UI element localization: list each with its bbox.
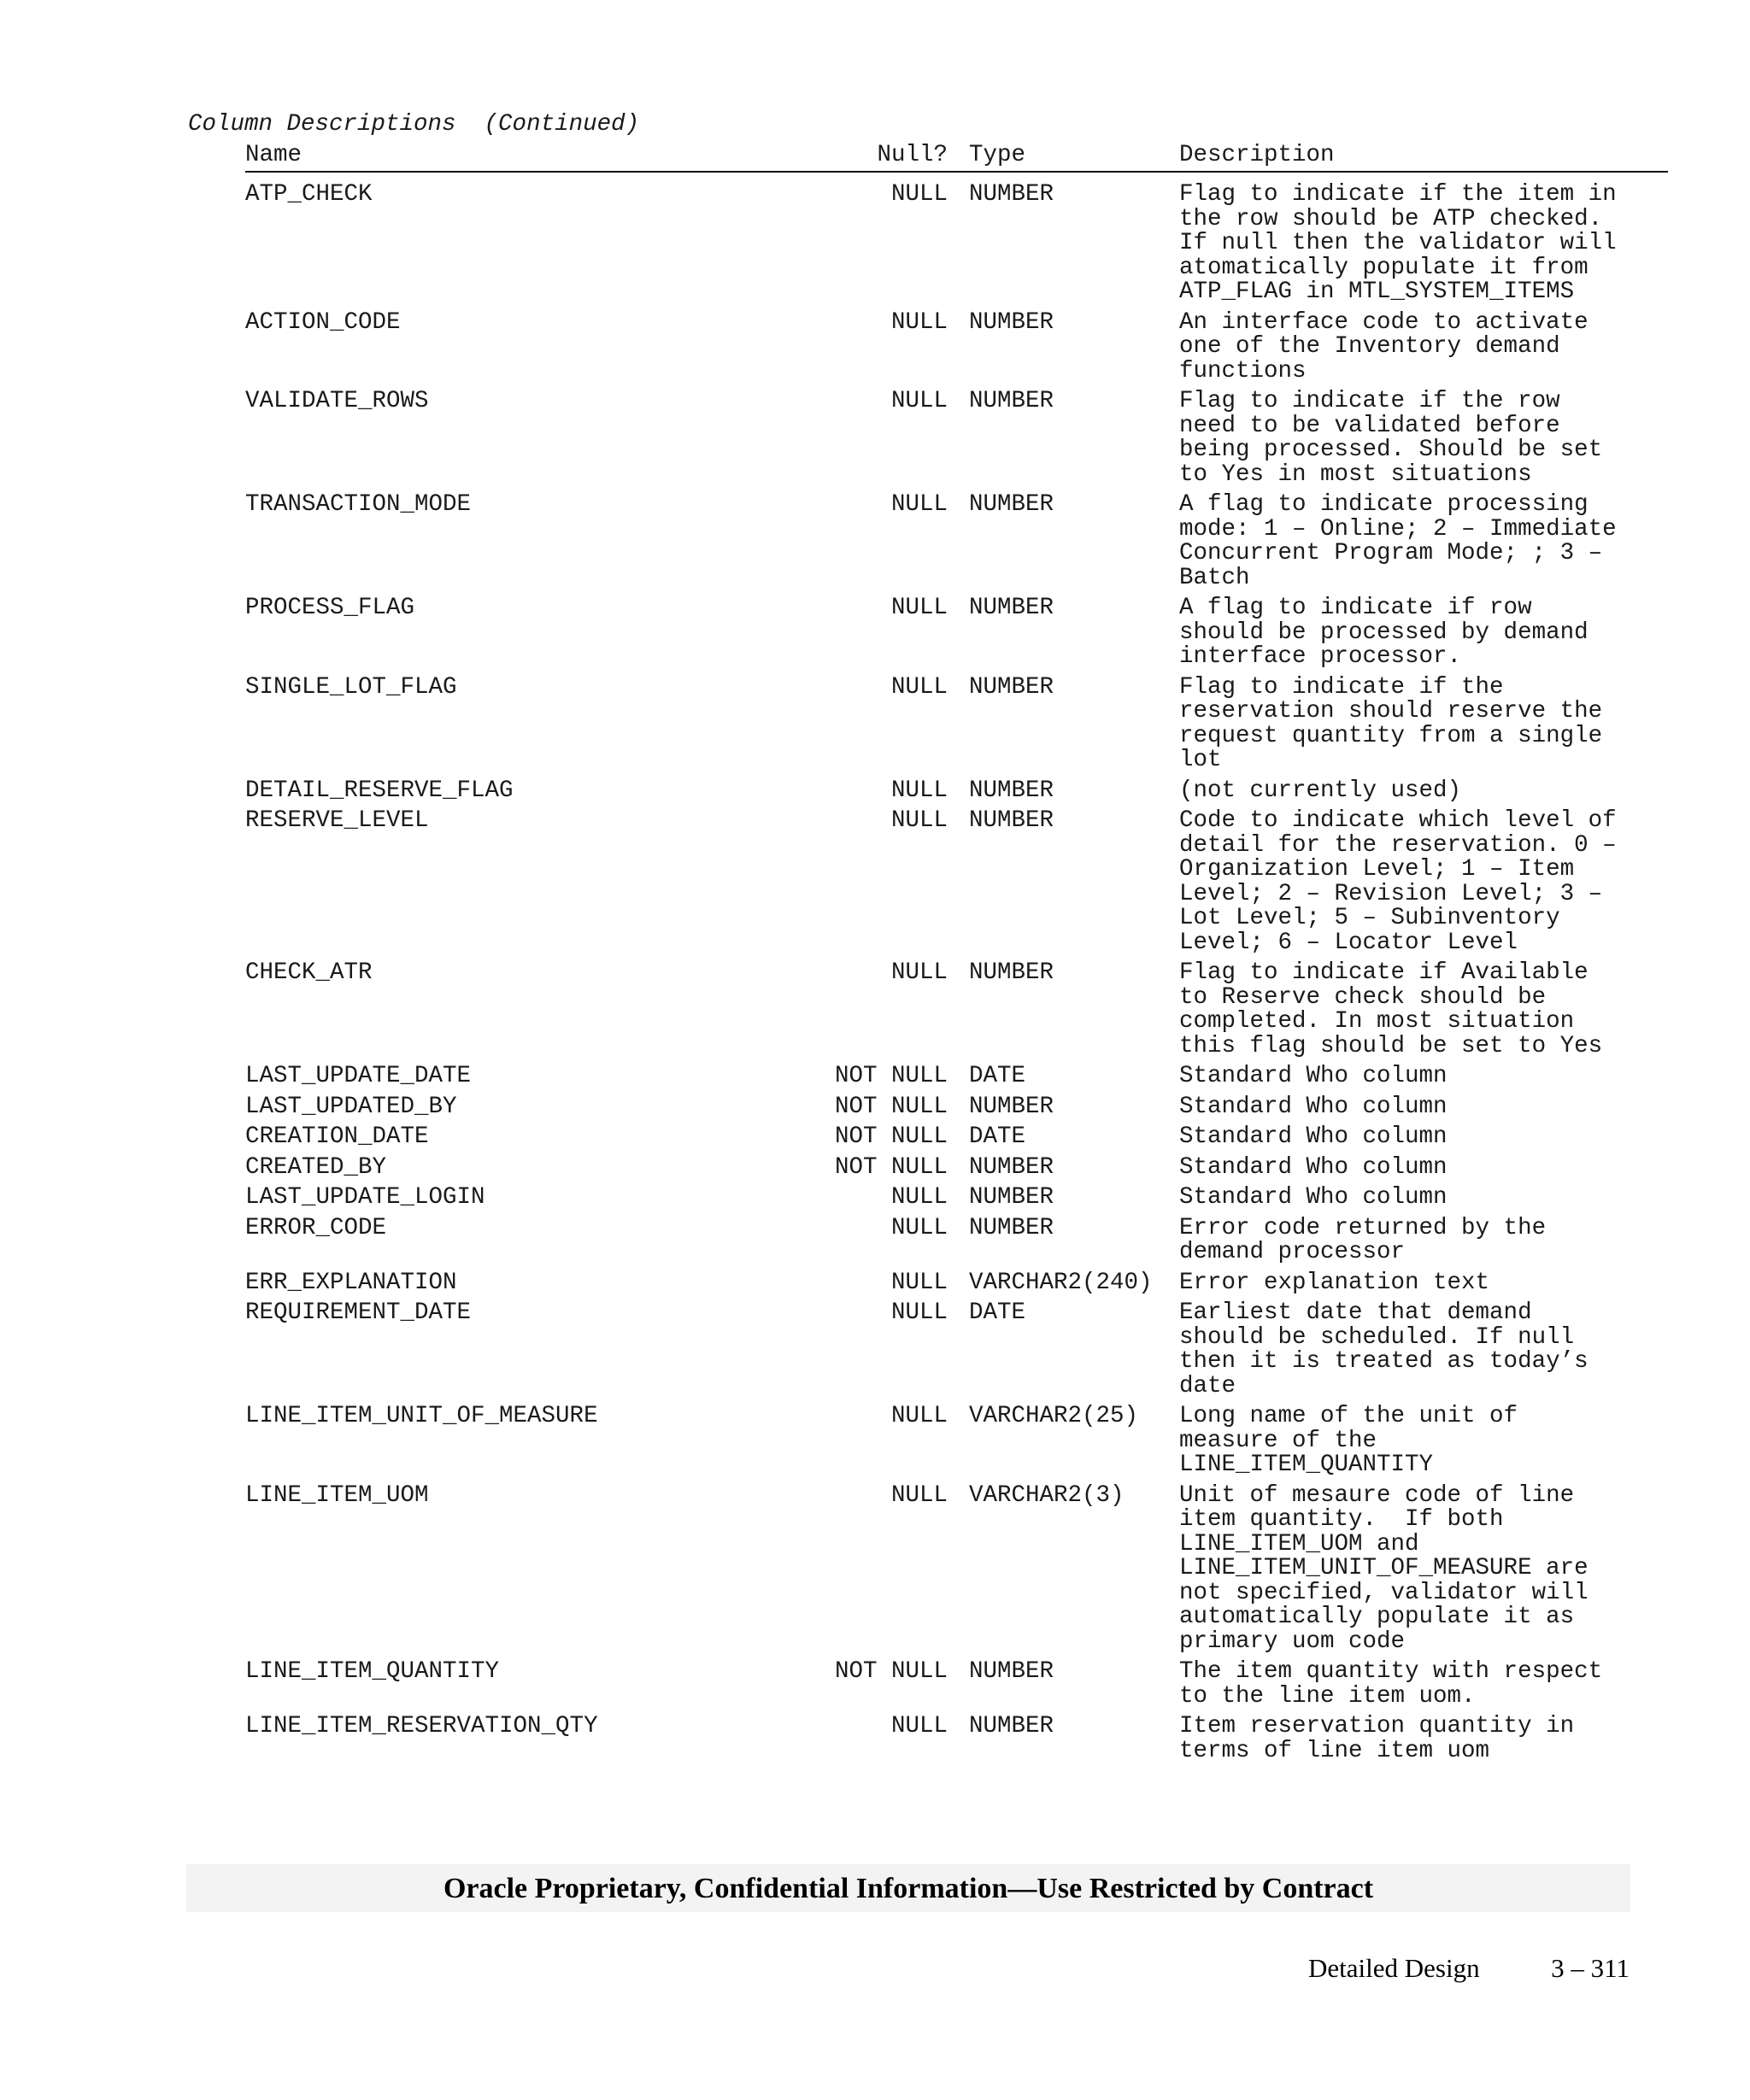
data-type: DATE [969, 1299, 1026, 1326]
header-type: Type [969, 142, 1026, 168]
column-name: VALIDATE_ROWS [245, 388, 429, 414]
confidential-notice: Oracle Proprietary, Confidential Information––Use Restricted by Contract [443, 1873, 1374, 1904]
data-type: NUMBER [969, 388, 1054, 414]
null-constraint: NULL [890, 1214, 948, 1241]
null-constraint: NULL [890, 1713, 948, 1739]
column-name: TRANSACTION_MODE [245, 491, 472, 518]
column-description: Standard Who column [1179, 1123, 1448, 1150]
table-row [0, 779, 1750, 804]
column-name: CREATION_DATE [245, 1123, 429, 1150]
table-row [0, 1095, 1750, 1120]
table-row [0, 1271, 1750, 1296]
header-description: Description [1179, 142, 1335, 168]
column-description: Flag to indicate if the item in the row should be ATP checked. If null then the validator will atomatically populate it from ATP_FLAG in MTL_SYSTEM_ITEMS [1179, 181, 1617, 305]
null-constraint: NULL [890, 807, 948, 834]
column-description: Flag to indicate if Available to Reserve check should be completed. In most situation this flag should be set to Yes [1179, 959, 1603, 1059]
table-row [0, 390, 1750, 487]
table-row [0, 673, 1750, 773]
table-row [0, 1715, 1750, 1763]
column-description: Standard Who column [1179, 1063, 1448, 1089]
table-row [0, 961, 1750, 1059]
column-name: PROCESS_FLAG [245, 595, 415, 621]
column-name: CHECK_ATR [245, 959, 373, 986]
confidential-banner [186, 1864, 1630, 1912]
column-description: A flag to indicate processing mode: 1 – Online; 2 – Immediate Concurrent Program Mode; ; 3 – Batch [1179, 491, 1617, 591]
column-description: Error explanation text [1179, 1269, 1490, 1296]
data-type: NUMBER [969, 807, 1054, 834]
data-type: DATE [969, 1123, 1026, 1150]
table-row [0, 1301, 1750, 1399]
table-caption: Column Descriptions (Continued) [188, 111, 640, 138]
column-description: Standard Who column [1179, 1153, 1448, 1181]
table-row [0, 493, 1750, 590]
column-description: Earliest date that demand should be scheduled. If null then it is treated as today’s date [1179, 1299, 1589, 1399]
column-name: LINE_ITEM_RESERVATION_QTY [245, 1713, 598, 1739]
column-description: The item quantity with respect to the line item uom. [1179, 1658, 1603, 1710]
table-row [0, 183, 1750, 305]
null-constraint: NOT NULL [834, 1093, 948, 1120]
null-constraint: NULL [890, 777, 948, 804]
column-name: LINE_ITEM_UOM [245, 1481, 429, 1509]
data-type: NUMBER [969, 308, 1054, 336]
null-constraint: NULL [890, 673, 948, 701]
data-type: NUMBER [969, 491, 1054, 518]
data-type: NUMBER [969, 1713, 1054, 1739]
column-name: LAST_UPDATE_LOGIN [245, 1184, 485, 1211]
column-description: Flag to indicate if the row need to be validated before being processed. Should be set to Yes in most situations [1179, 388, 1603, 488]
table-row [0, 308, 1750, 384]
data-type: VARCHAR2(3) [969, 1481, 1125, 1509]
data-type: NUMBER [969, 181, 1054, 208]
null-constraint: NULL [890, 491, 948, 518]
data-type: NUMBER [969, 673, 1054, 701]
page-number: 3 – 311 [1551, 1953, 1630, 1983]
data-type: NUMBER [969, 1184, 1054, 1211]
data-type: VARCHAR2(240) [969, 1269, 1153, 1296]
table-row [0, 809, 1750, 955]
column-name: RESERVE_LEVEL [245, 807, 429, 834]
table-row [0, 1481, 1750, 1655]
null-constraint: NOT NULL [834, 1063, 948, 1089]
null-constraint: NULL [890, 181, 948, 208]
column-description: Error code returned by the demand processor [1179, 1214, 1547, 1265]
column-name: LAST_UPDATED_BY [245, 1093, 457, 1120]
column-name: CREATED_BY [245, 1153, 387, 1181]
null-constraint: NULL [890, 1481, 948, 1509]
null-constraint: NULL [890, 1299, 948, 1326]
data-type: NUMBER [969, 1214, 1054, 1241]
column-name: ATP_CHECK [245, 181, 373, 208]
column-name: ACTION_CODE [245, 308, 401, 336]
data-type: NUMBER [969, 777, 1054, 804]
table-row [0, 1405, 1750, 1478]
column-name: SINGLE_LOT_FLAG [245, 673, 457, 701]
column-name: LINE_ITEM_UNIT_OF_MEASURE [245, 1403, 598, 1429]
column-name: DETAIL_RESERVE_FLAG [245, 777, 514, 804]
column-name: ERR_EXPLANATION [245, 1269, 457, 1296]
table-row [0, 1125, 1750, 1150]
column-description: Standard Who column [1179, 1184, 1448, 1211]
table-row [0, 1660, 1750, 1709]
column-description: Unit of mesaure code of line item quantity. If both LINE_ITEM_UOM and LINE_ITEM_UNIT_OF_MEASURE are not specified, validator will automatically populate it as primary uom code [1179, 1481, 1589, 1655]
data-type: NUMBER [969, 1658, 1054, 1685]
header-name: Name [245, 142, 302, 168]
column-description: Long name of the unit of measure of the LINE_ITEM_QUANTITY [1179, 1403, 1518, 1478]
null-constraint: NULL [890, 959, 948, 986]
column-description: Standard Who column [1179, 1093, 1448, 1120]
column-table-body [0, 183, 1750, 1769]
column-description: A flag to indicate if row should be processed by demand interface processor. [1179, 595, 1589, 670]
column-name: LINE_ITEM_QUANTITY [245, 1658, 500, 1685]
data-type: NUMBER [969, 1153, 1054, 1181]
table-row [0, 596, 1750, 670]
data-type: NUMBER [969, 1093, 1054, 1120]
data-type: VARCHAR2(25) [969, 1403, 1139, 1429]
null-constraint: NULL [890, 1403, 948, 1429]
column-name: REQUIREMENT_DATE [245, 1299, 472, 1326]
data-type: NUMBER [969, 959, 1054, 986]
column-description: Flag to indicate if the reservation should reserve the request quantity from a single lot [1179, 673, 1603, 773]
data-type: NUMBER [969, 595, 1054, 621]
null-constraint: NULL [890, 1269, 948, 1296]
null-constraint: NULL [890, 1184, 948, 1211]
column-description: Code to indicate which level of detail for the reservation. 0 – Organization Level; 1 – Item Level; 2 – Revision Level; 3 – Lot Level; 5 – Subinventory Level; 6 – Locator Level [1179, 807, 1617, 956]
table-row [0, 1214, 1750, 1265]
table-row [0, 1186, 1750, 1211]
column-name: LAST_UPDATE_DATE [245, 1063, 472, 1089]
column-description: An interface code to activate one of the Inventory demand functions [1179, 308, 1589, 384]
header-null: Null? [877, 142, 948, 168]
header-rule [245, 171, 1668, 173]
null-constraint: NOT NULL [834, 1153, 948, 1181]
null-constraint: NULL [890, 595, 948, 621]
null-constraint: NOT NULL [834, 1123, 948, 1150]
null-constraint: NOT NULL [834, 1658, 948, 1685]
data-type: DATE [969, 1063, 1026, 1089]
column-name: ERROR_CODE [245, 1214, 387, 1241]
column-description: Item reservation quantity in terms of line item uom [1179, 1713, 1575, 1764]
null-constraint: NULL [890, 388, 948, 414]
column-description: (not currently used) [1179, 777, 1462, 804]
null-constraint: NULL [890, 308, 948, 336]
section-name: Detailed Design [1308, 1953, 1480, 1983]
table-row [0, 1153, 1750, 1181]
table-header [0, 144, 1750, 171]
table-row [0, 1065, 1750, 1089]
